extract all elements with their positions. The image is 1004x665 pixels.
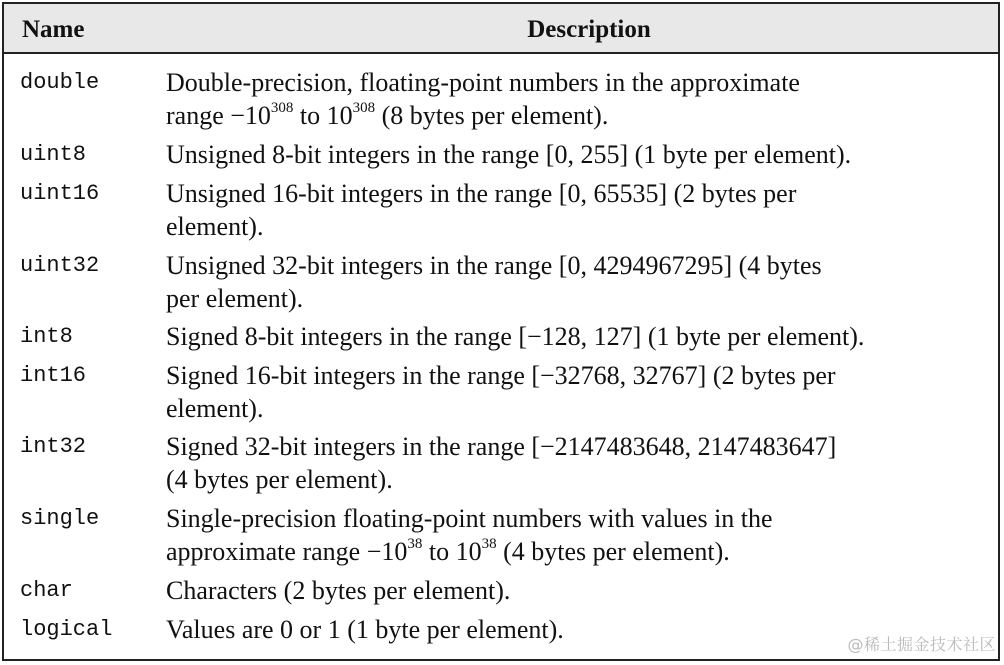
type-description xyxy=(166,320,998,353)
exponent: 38 xyxy=(407,536,423,553)
description-line: Single-precision floating-point numbers with values in the xyxy=(166,504,773,533)
type-name: uint32 xyxy=(20,253,100,278)
exponent: 38 xyxy=(481,536,497,553)
type-name: uint16 xyxy=(20,181,100,206)
table-row xyxy=(4,430,998,496)
description-line: per element). xyxy=(166,284,304,313)
type-description xyxy=(166,66,998,132)
watermark-text: @稀土掘金技术社区 xyxy=(847,635,996,654)
table-row xyxy=(4,138,998,171)
description-line xyxy=(166,535,984,568)
type-description xyxy=(166,502,998,568)
exponent: 308 xyxy=(270,100,294,117)
header-name: Name xyxy=(22,16,85,43)
type-name: single xyxy=(20,506,100,531)
range-suffix: (8 bytes per element). xyxy=(375,101,609,130)
description-line: Values are 0 or 1 (1 byte per element). xyxy=(166,615,564,644)
description-line: element). xyxy=(166,212,264,241)
type-name: int16 xyxy=(20,363,87,388)
table-body xyxy=(4,66,998,646)
table-row xyxy=(4,502,998,568)
range-prefix: range −10 xyxy=(166,101,271,130)
type-description xyxy=(166,177,998,243)
type-name: char xyxy=(20,578,73,603)
range-middle: to 10 xyxy=(422,537,482,566)
type-description xyxy=(166,359,998,425)
description-line: (4 bytes per element). xyxy=(166,465,393,494)
type-name: int32 xyxy=(20,434,87,459)
table-row xyxy=(4,574,998,607)
type-description xyxy=(166,138,998,171)
type-name: logical xyxy=(20,617,113,642)
range-middle: to 10 xyxy=(293,101,353,130)
data-types-table xyxy=(2,2,1000,661)
table-row xyxy=(4,66,998,132)
description-line: Unsigned 8-bit integers in the range [0, 255] (1 byte per element). xyxy=(166,140,852,169)
table-row xyxy=(4,359,998,425)
description-line: Characters (2 bytes per element). xyxy=(166,576,511,605)
description-line: Unsigned 16-bit integers in the range [0, 65535] (2 bytes per xyxy=(166,179,797,208)
header-description: Description xyxy=(527,16,651,43)
type-name: int8 xyxy=(20,324,73,349)
table-row xyxy=(4,249,998,315)
description-line: Double-precision, floating-point numbers in the approximate xyxy=(166,68,800,97)
description-line: Unsigned 32-bit integers in the range [0, 4294967295] (4 bytes xyxy=(166,251,822,280)
table-row xyxy=(4,320,998,353)
table-header xyxy=(4,4,998,54)
type-description xyxy=(166,574,998,607)
table-row xyxy=(4,177,998,243)
description-line xyxy=(166,99,984,132)
range-prefix: approximate range −10 xyxy=(166,537,408,566)
description-line: element). xyxy=(166,394,264,423)
description-line: Signed 8-bit integers in the range [−128, 127] (1 byte per element). xyxy=(166,322,865,351)
description-line: Signed 32-bit integers in the range [−2147483648, 2147483647] xyxy=(166,432,837,461)
description-line: Signed 16-bit integers in the range [−32768, 32767] (2 bytes per xyxy=(166,361,836,390)
type-name: uint8 xyxy=(20,142,87,167)
type-description xyxy=(166,430,998,496)
type-name: double xyxy=(20,70,100,95)
type-description xyxy=(166,249,998,315)
range-suffix: (4 bytes per element). xyxy=(496,537,730,566)
exponent: 308 xyxy=(352,100,376,117)
